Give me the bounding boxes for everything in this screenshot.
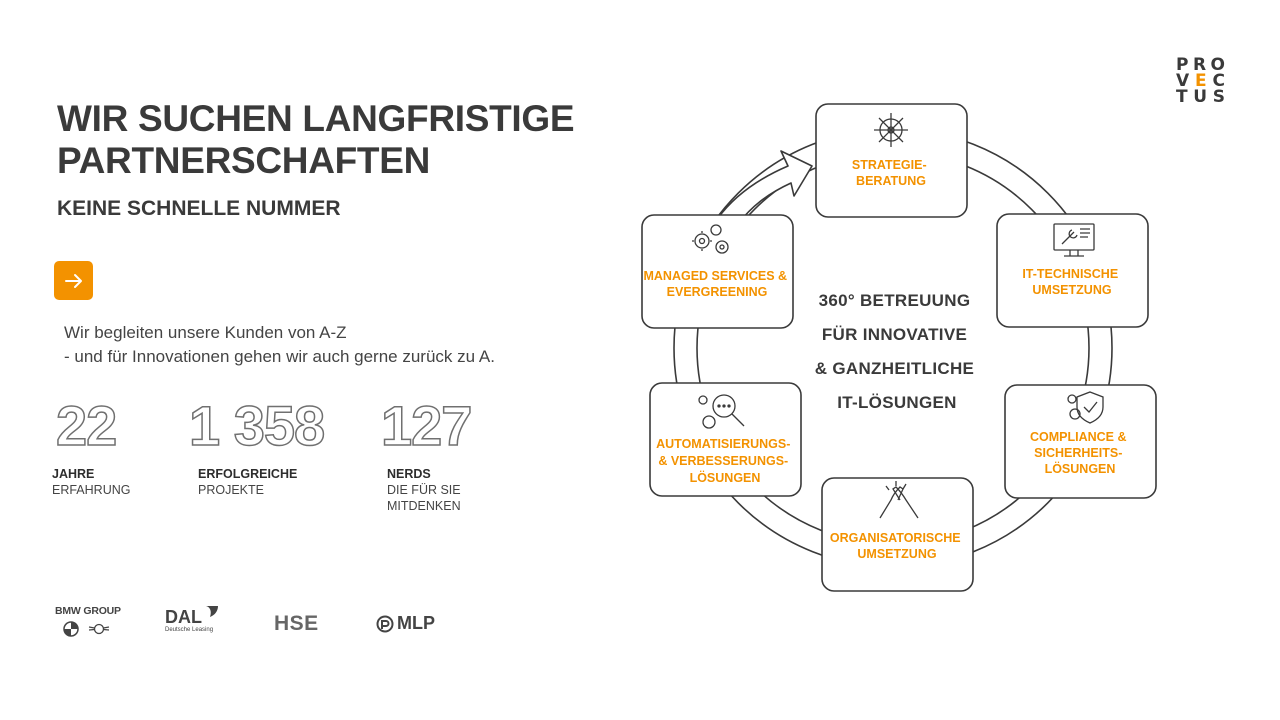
stat-nerds-value: 127	[381, 394, 472, 457]
title-line-1: WIR SUCHEN LANGFRISTIGE	[57, 98, 575, 139]
cycle-arrow-icon	[718, 151, 812, 224]
stat-projects-label: ERFOLGREICHE PROJEKTE	[198, 467, 298, 497]
node-it-implementation-label: IT-TECHNISCHE UMSETZUNG	[1022, 267, 1119, 297]
node-organisational-label: ORGANISATORISCHE UMSETZUNG	[829, 531, 961, 561]
subtitle: KEINE SCHNELLE NUMMER	[57, 197, 341, 220]
cycle-center-title: 360° BETREUUNG FÜR INNOVATIVE & GANZHEITLICHE IT-LÖSUNGEN	[814, 291, 975, 412]
mlp-logo: MLP	[376, 613, 435, 634]
node-managed-services-label: MANAGED SERVICES & EVERGREENING	[643, 269, 788, 299]
stat-projects-value: 1 358	[189, 394, 325, 457]
hse-logo: HSE	[274, 612, 319, 635]
stat-years-value: 22	[56, 394, 117, 457]
title-line-2: PARTNERSCHAFTEN	[57, 140, 431, 181]
intro-text: Wir begleiten unsere Kunden von A-Z - und für Innovationen gehen wir auch gerne zurück zu A.	[64, 323, 495, 366]
provectus-logo: P R O V E C T U S	[1176, 55, 1226, 107]
stat-nerds-label: NERDS DIE FÜR SIE MITDENKEN	[387, 467, 461, 513]
bmw-group-logo: BMW GROUP	[55, 605, 121, 644]
node-compliance-label: COMPLIANCE & SICHERHEITS- LÖSUNGEN	[1029, 430, 1127, 476]
ship-wheel-icon	[874, 113, 908, 147]
stat-years-label: JAHRE ERFAHRUNG	[52, 467, 131, 497]
node-strategy-label: STRATEGIE- BERATUNG	[851, 158, 927, 188]
node-automation-label: AUTOMATISIERUNGS- & VERBESSERUNGS- LÖSUNGEN	[656, 437, 791, 485]
dal-logo: DAL Deutsche Leasing	[165, 605, 220, 633]
